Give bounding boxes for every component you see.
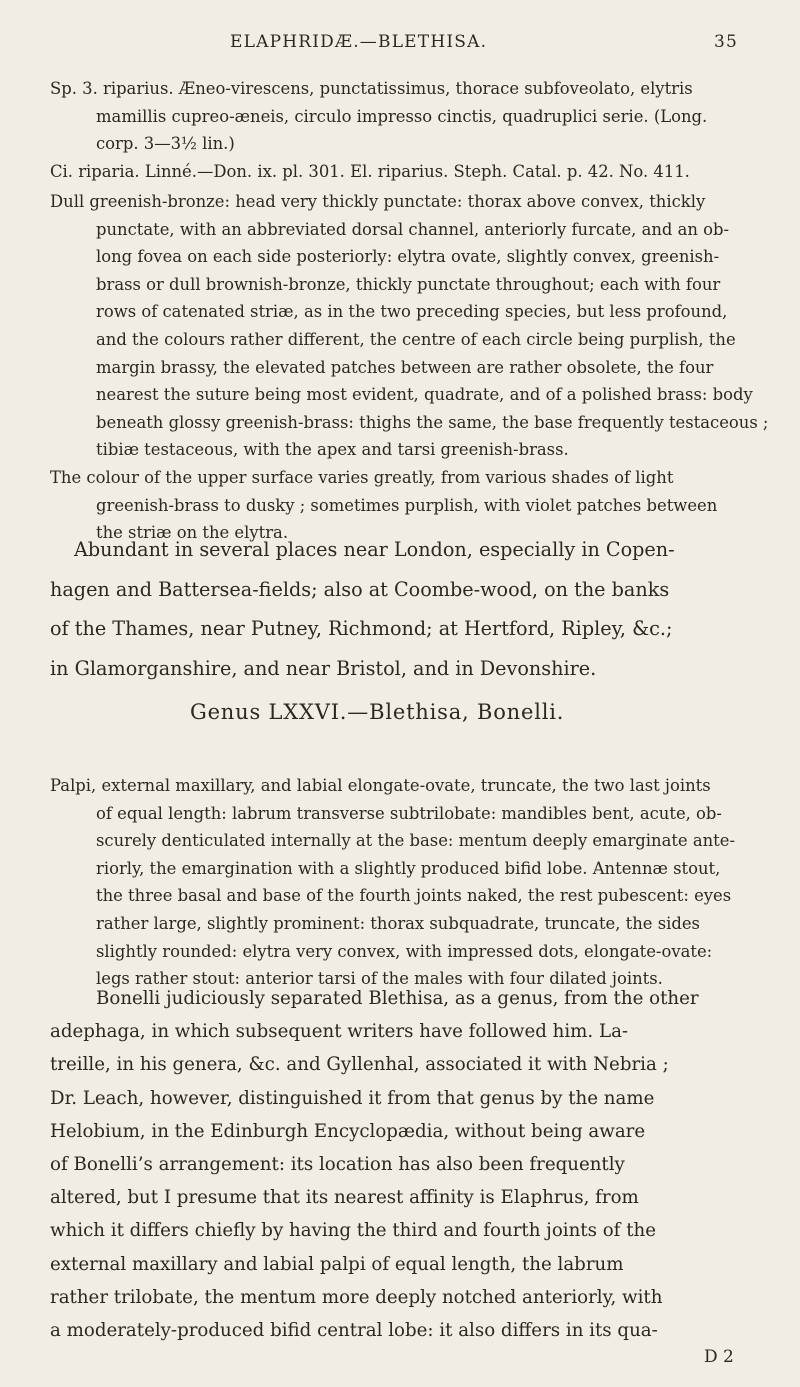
page-header	[0, 32, 800, 58]
species-line: Sp. 3. riparius. Æneo-virescens, punctatissimus, thorace subfoveolato, elytris	[50, 79, 693, 98]
discussion-line: adephaga, in which subsequent writers have followed him. La-	[50, 1021, 629, 1043]
description-line: margin brassy, the elevated patches between are rather obsolete, the four	[96, 357, 714, 377]
description-line: tibiæ testaceous, with the apex and tarsi greenish-brass.	[96, 440, 569, 460]
colour-note-line: greenish-brass to dusky ; sometimes purplish, with violet patches between	[96, 495, 718, 515]
colour-note-line: the striæ on the elytra.	[96, 523, 289, 543]
habitat-line: hagen and Battersea-fields; also at Coombe-wood, on the banks	[50, 577, 670, 601]
genus-characters	[50, 772, 735, 993]
genus-character-line: of equal length: labrum transverse subtrilobate: mandibles bent, acute, ob-	[96, 803, 722, 823]
description-line: punctate, with an abbreviated dorsal channel, anteriorly furcate, and an ob-	[96, 219, 730, 239]
habitat-line: of the Thames, near Putney, Richmond; at Hertford, Ripley, &c.;	[50, 617, 673, 640]
signature-mark: D 2	[704, 1347, 734, 1367]
discussion-paragraph	[50, 982, 699, 1347]
genus-character-line: rather large, slightly prominent: thorax subquadrate, truncate, the sides	[96, 913, 700, 933]
description-line: beneath glossy greenish-brass: thighs the same, the base frequently testaceous ;	[96, 412, 769, 432]
description-line: nearest the suture being most evident, quadrate, and of a polished brass: body	[96, 385, 753, 405]
discussion-line: Dr. Leach, however, distinguished it from that genus by the name	[50, 1087, 655, 1109]
discussion-line: Helobium, in the Edinburgh Encyclopædia, without being aware	[50, 1120, 646, 1142]
species-line: corp. 3—3½ lin.)	[96, 134, 235, 154]
page-number: 35	[713, 32, 738, 52]
description-line: long fovea on each side posteriorly: elytra ovate, slightly convex, greenish-	[96, 247, 720, 267]
habitat-line: in Glamorganshire, and near Bristol, and in Devonshire.	[50, 656, 597, 680]
discussion-line: Bonelli judiciously separated Blethisa, as a genus, from the other	[96, 988, 699, 1009]
discussion-line: rather trilobate, the mentum more deeply notched anteriorly, with	[50, 1286, 663, 1308]
discussion-line: treille, in his genera, &c. and Gyllenhal, associated it with Nebria ;	[50, 1054, 669, 1076]
description-line: Dull greenish-bronze: head very thickly punctate: thorax above convex, thickly	[50, 192, 706, 211]
genus-character-line: legs rather stout: anterior tarsi of the males with four dilated joints.	[96, 969, 663, 989]
discussion-line: external maxillary and labial palpi of equal length, the labrum	[50, 1253, 624, 1275]
species-entry	[50, 75, 707, 185]
synonymy-line: Ci. riparia. Linné.—Don. ix. pl. 301. El. riparius. Steph. Catal. p. 42. No. 411.	[50, 161, 690, 181]
species-line: mamillis cupreo-æneis, circulo impresso cinctis, quadruplici serie. (Long.	[96, 106, 708, 126]
habitat-paragraph	[50, 530, 675, 688]
running-head: ELAPHRIDÆ.—BLETHISA.	[230, 32, 488, 52]
discussion-line: altered, but I presume that its nearest affinity is Elaphrus, from	[50, 1187, 639, 1209]
genus-character-line: slightly rounded: elytra very convex, with impressed dots, elongate-ovate:	[96, 941, 713, 961]
genus-character-line: scurely denticulated internally at the base: mentum deeply emarginate ante-	[96, 831, 735, 851]
species-description	[50, 188, 768, 464]
genus-character-line: Palpi, external maxillary, and labial elongate-ovate, truncate, the two last joints	[50, 776, 711, 795]
habitat-line: Abundant in several places near London, especially in Copen-	[74, 538, 675, 561]
genus-character-line: the three basal and base of the fourth joints naked, the rest pubescent: eyes	[96, 886, 732, 906]
genus-heading: Genus LXXVI.—Blethisa, Bonelli.	[190, 700, 565, 724]
discussion-line: which it differs chiefly by having the third and fourth joints of the	[50, 1220, 656, 1242]
description-line: brass or dull brownish-bronze, thickly punctate throughout; each with four	[96, 274, 721, 294]
description-line: rows of catenated striæ, as in the two preceding species, but less profound,	[96, 302, 728, 322]
genus-character-line: riorly, the emargination with a slightly produced bifid lobe. Antennæ stout,	[96, 858, 721, 878]
description-line: and the colours rather different, the centre of each circle being purplish, the	[96, 329, 736, 349]
colour-note-line: The colour of the upper surface varies greatly, from various shades of light	[50, 468, 674, 487]
discussion-line: a moderately-produced bifid central lobe: it also differs in its qua-	[50, 1320, 658, 1342]
discussion-line: of Bonelli’s arrangement: its location has also been frequently	[50, 1154, 625, 1176]
